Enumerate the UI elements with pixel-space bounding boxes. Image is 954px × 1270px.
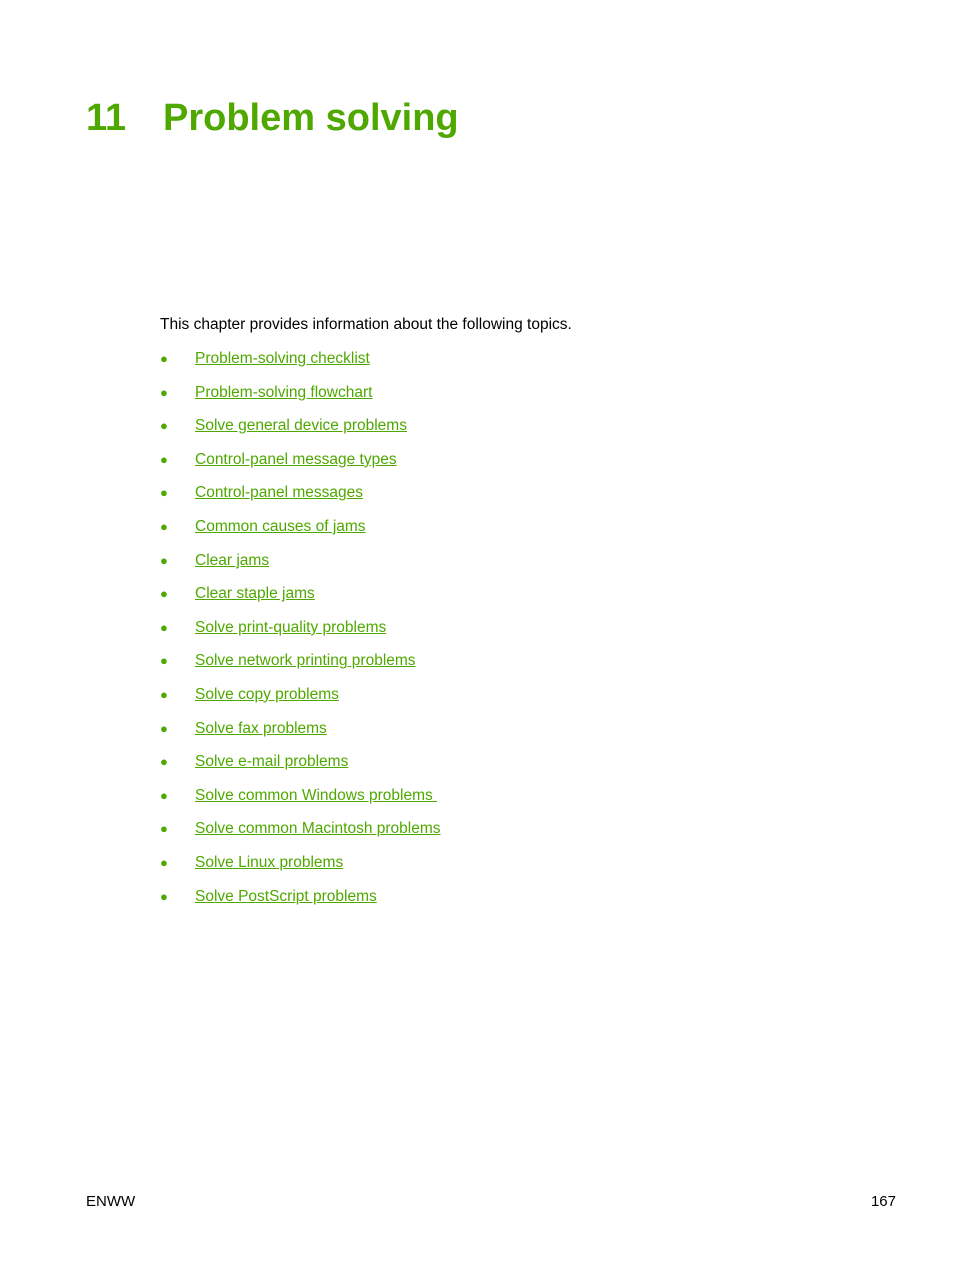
topic-link-clear-staple-jams[interactable]: Clear staple jams — [195, 585, 315, 603]
bullet-icon: ● — [160, 854, 168, 870]
topic-link-e-mail-problems[interactable]: Solve e-mail problems — [195, 753, 349, 771]
bullet-icon: ● — [160, 754, 168, 770]
topic-link-postscript-problems[interactable]: Solve PostScript problems — [195, 887, 377, 905]
topic-link-print-quality-problems[interactable]: Solve print-quality problems — [195, 618, 387, 636]
bullet-icon: ● — [160, 384, 168, 400]
topic-link-problem-solving-checklist[interactable]: Problem-solving checklist — [195, 350, 370, 367]
topic-link-clear-jams[interactable]: Clear jams — [195, 551, 270, 569]
topic-link-general-device-problems[interactable]: Solve general device problems — [195, 417, 407, 435]
footer-label: ENWW — [86, 1193, 136, 1210]
bullet-icon: ● — [160, 653, 168, 669]
bullet-icon: ● — [160, 787, 168, 803]
topic-link-macintosh-problems[interactable]: Solve common Macintosh problems — [195, 820, 441, 838]
topic-link-control-panel-message-types[interactable]: Control-panel message types — [195, 450, 397, 468]
bullet-icon: ● — [160, 720, 168, 736]
bullet-icon: ● — [160, 518, 168, 534]
bullet-icon: ● — [160, 552, 168, 568]
chapter-number: 11 — [86, 97, 127, 139]
page-number: 167 — [870, 1193, 896, 1210]
bullet-icon: ● — [160, 619, 168, 635]
bullet-icon: ● — [160, 351, 168, 366]
topic-link-control-panel-messages[interactable]: Control-panel messages — [195, 484, 364, 502]
bullet-icon: ● — [160, 888, 168, 904]
topic-link-fax-problems[interactable]: Solve fax problems — [195, 719, 327, 737]
topic-link-network-printing-problems[interactable]: Solve network printing problems — [195, 652, 416, 670]
bullet-icon: ● — [160, 485, 168, 501]
chapter-title: Problem solving — [163, 97, 459, 139]
topic-link-copy-problems[interactable]: Solve copy problems — [195, 685, 339, 703]
bullet-icon: ● — [160, 686, 168, 702]
intro-paragraph: This chapter provides information about the following topics. — [160, 316, 572, 333]
bullet-icon: ● — [160, 451, 168, 467]
bullet-icon: ● — [160, 821, 168, 837]
topic-link-linux-problems[interactable]: Solve Linux problems — [195, 853, 344, 871]
chapter-heading — [86, 94, 459, 142]
bullet-icon: ● — [160, 418, 168, 434]
bullet-icon: ● — [160, 586, 168, 602]
topic-link-common-causes-of-jams[interactable]: Common causes of jams — [195, 517, 366, 535]
topic-link-windows-problems[interactable]: Solve common Windows problems — [195, 786, 438, 804]
topic-link-problem-solving-flowchart[interactable]: Problem-solving flowchart — [195, 383, 373, 401]
